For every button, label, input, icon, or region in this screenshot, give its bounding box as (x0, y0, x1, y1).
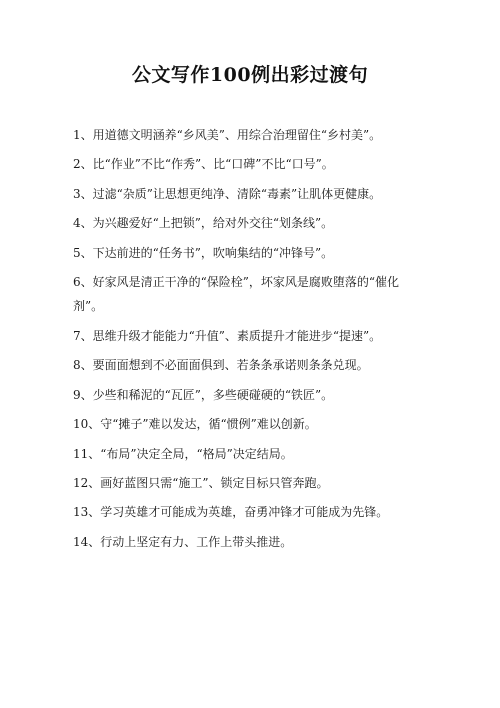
document-title: 公文写作100例出彩过渡句 (131, 64, 369, 86)
list-item: 12、画好蓝图只需“施工”、锁定目标只管奔跑。 (73, 476, 329, 491)
list-item: 14、行动上坚定有力、工作上带头推进。 (73, 534, 293, 549)
list-item: 5、下达前进的“任务书”，吹响集结的“冲锋号”。 (73, 245, 334, 260)
list-item: 3、过滤“杂质”让思想更纯净、清除“毒素”让肌体更健康。 (73, 186, 382, 201)
list-item: 8、要面面想到不必面面俱到、若条条承诺则条条兑现。 (73, 358, 369, 373)
list-item: 6、好家风是清正干净的“保险栓”，坏家风是腐败堕落的“催化剂”。 (73, 275, 400, 314)
list-item: 4、为兴趣爱好“上把锁”，给对外交往“划条线”。 (73, 216, 334, 231)
list-item: 11、“布局”决定全局，“格局”决定结局。 (73, 446, 293, 461)
transition-sentence-list (73, 121, 433, 557)
list-item: 10、守“摊子”难以发达，循“惯例”难以创新。 (73, 417, 317, 432)
list-item: 7、思维升级才能能力“升值”、素质提升才能进步“提速”。 (73, 329, 382, 344)
list-item: 1、用道德文明涵养“乡风美”、用综合治理留住“乡村美”。 (73, 128, 382, 142)
list-item: 13、学习英雄才可能成为英雄，奋勇冲锋才可能成为先锋。 (73, 505, 389, 520)
list-item: 2、比“作业”不比“作秀”、比“口碑”不比“口号”。 (73, 157, 334, 172)
list-item: 9、少些和稀泥的“瓦匠”，多些硬碰硬的“铁匠”。 (73, 387, 334, 402)
